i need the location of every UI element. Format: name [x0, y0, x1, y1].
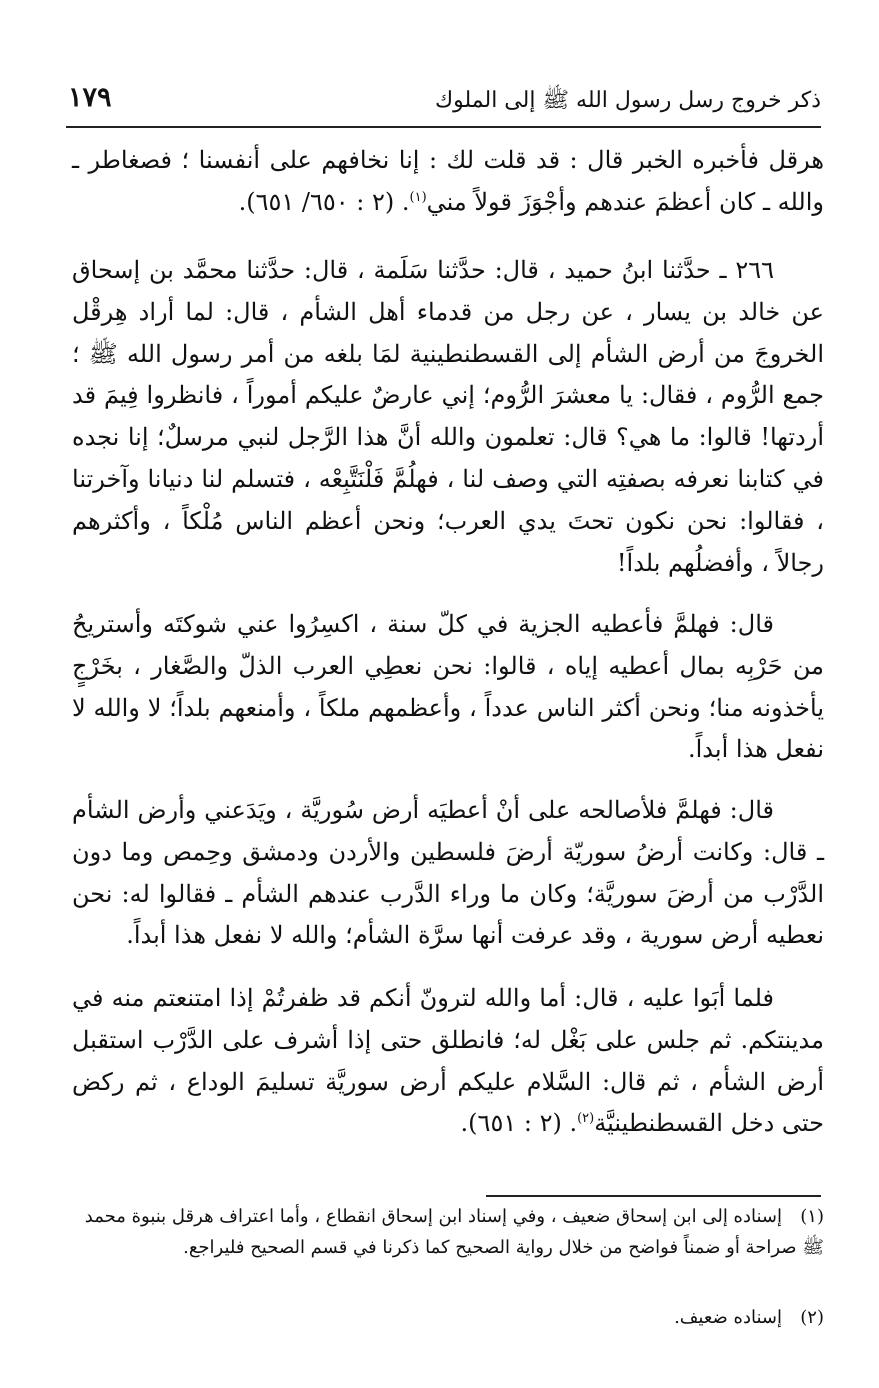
footnote-text: إسناده إلى ابن إسحاق ضعيف ، وفي إسناد ابن إسحاق انقطاع ، وأما اعتراف هرقل بنبوة محمد ﷺ صراحة أو ضمناً فواضح من خلال رواية الصحيح كما ذكرنا في قسم الصحيح فليراجع. [84, 1206, 824, 1258]
paragraph-continuation [72, 140, 824, 224]
paragraph-syria [72, 790, 824, 957]
paragraph-text: هرقل فأخبره الخبر قال : قد قلت لك : إنا نخافهم على أنفسنا ؛ فصغاطر ـ والله ـ كان أعظمَ عندهم وأجْوَزَ قولاً مني [72, 146, 824, 216]
footnote-marker: (١) [409, 189, 427, 205]
paragraph-text: ٢٦٦ ـ حدَّثنا ابنُ حميد ، قال: حدَّثنا سَلَمة ، قال: حدَّثنا محمَّد بن إسحاق عن خالد بن يسار ، عن رجل من قدماء أهل الشأم ، قال: لما أراد هِرقْل الخروجَ من أرض الشأم إلى القسطنطينية لمَا بلغه من أمر رسول الله ﷺ ؛ جمع الرُّوم ، فقال: يا معشرَ الرُّوم؛ إني عارضٌ عليكم أموراً ، فانظروا فِيمَ قد أردتها! قالوا: ما هي؟ قال: تعلمون والله أنَّ هذا الرَّجل لنبي مرسلٌ؛ إنا نجده في كتابنا نعرفه بصفتِه التي وصف لنا ، فهلُمَّ فَلْنَتَّبِعْه ، فتسلم لنا دنيانا وآخرتنا ، فقالوا: نحن نكون تحتَ يدي العرب؛ ونحن أعظم الناس مُلْكاً ، وأكثرهم رجالاً ، وأفضلُهم بلداً! [72, 256, 824, 577]
paragraph-farewell [72, 978, 824, 1145]
footnote-number: (٢) [800, 1307, 824, 1328]
page-number: ١٧٩ [68, 82, 112, 113]
running-title: ذكر خروج رسل رسول الله ﷺ إلى الملوك [435, 88, 821, 113]
citation: . (٢ : ٦٥٠/ ٦٥١). [238, 187, 410, 216]
footnote-number: (١) [800, 1206, 824, 1227]
footnote-divider [486, 1195, 821, 1197]
footnote-text: إسناده ضعيف. [674, 1307, 782, 1328]
footnote-marker: (٢) [577, 1111, 595, 1127]
paragraph-jizya [72, 604, 824, 771]
citation: . (٢ : ٦٥١). [460, 1109, 578, 1138]
paragraph-text: قال: فهلمَّ فأعطيه الجزية في كلّ سنة ، اكسِرُوا عني شوكتَه وأستريحُ من حَرْبِه بمال أعطيه إياه ، قالوا: نحن نعطِي العرب الذلّ والصَّغار ، بخَرْجٍ يأخذونه منا؛ ونحن أكثر الناس عدداً ، وأعظمهم ملكاً ، وأمنعهم بلداً؛ لا والله لا نفعل هذا أبداً. [72, 610, 825, 764]
paragraph-text: فلما أبَوا عليه ، قال: أما والله لترونّ أنكم قد ظفرتُمْ إذا امتنعتم منه في مدينتكم. ثم جلس على بَغْل له؛ فانطلق حتى إذا أشرف على الدَّرْب استقبل أرض الشأم ، ثم قال: السَّلام عليكم أرض سوريَّة تسليمَ الوداع ، ثم ركض حتى دخل القسطنطينيَّة [72, 984, 824, 1138]
running-header [66, 82, 821, 128]
footnote-2 [72, 1302, 824, 1333]
paragraph-text: قال: فهلمَّ فلأصالحه على أنْ أعطيَه أرض سُوريَّة ، ويَدَعني وأرض الشأم ـ قال: وكانت أرضُ سوريّة أرضَ فلسطين والأردن ودمشق وحِمص وما دون الدَّرْب من أرضَ سوريَّة؛ وكان ما وراء الدَّرب عندهم الشأم ـ فقالوا له: نحن نعطيه أرض سورية ، وقد عرفت أنها سرَّة الشأم؛ والله لا نفعل هذا أبداً. [72, 796, 824, 950]
paragraph-hadith-266 [72, 250, 824, 584]
footnote-1 [72, 1201, 824, 1263]
